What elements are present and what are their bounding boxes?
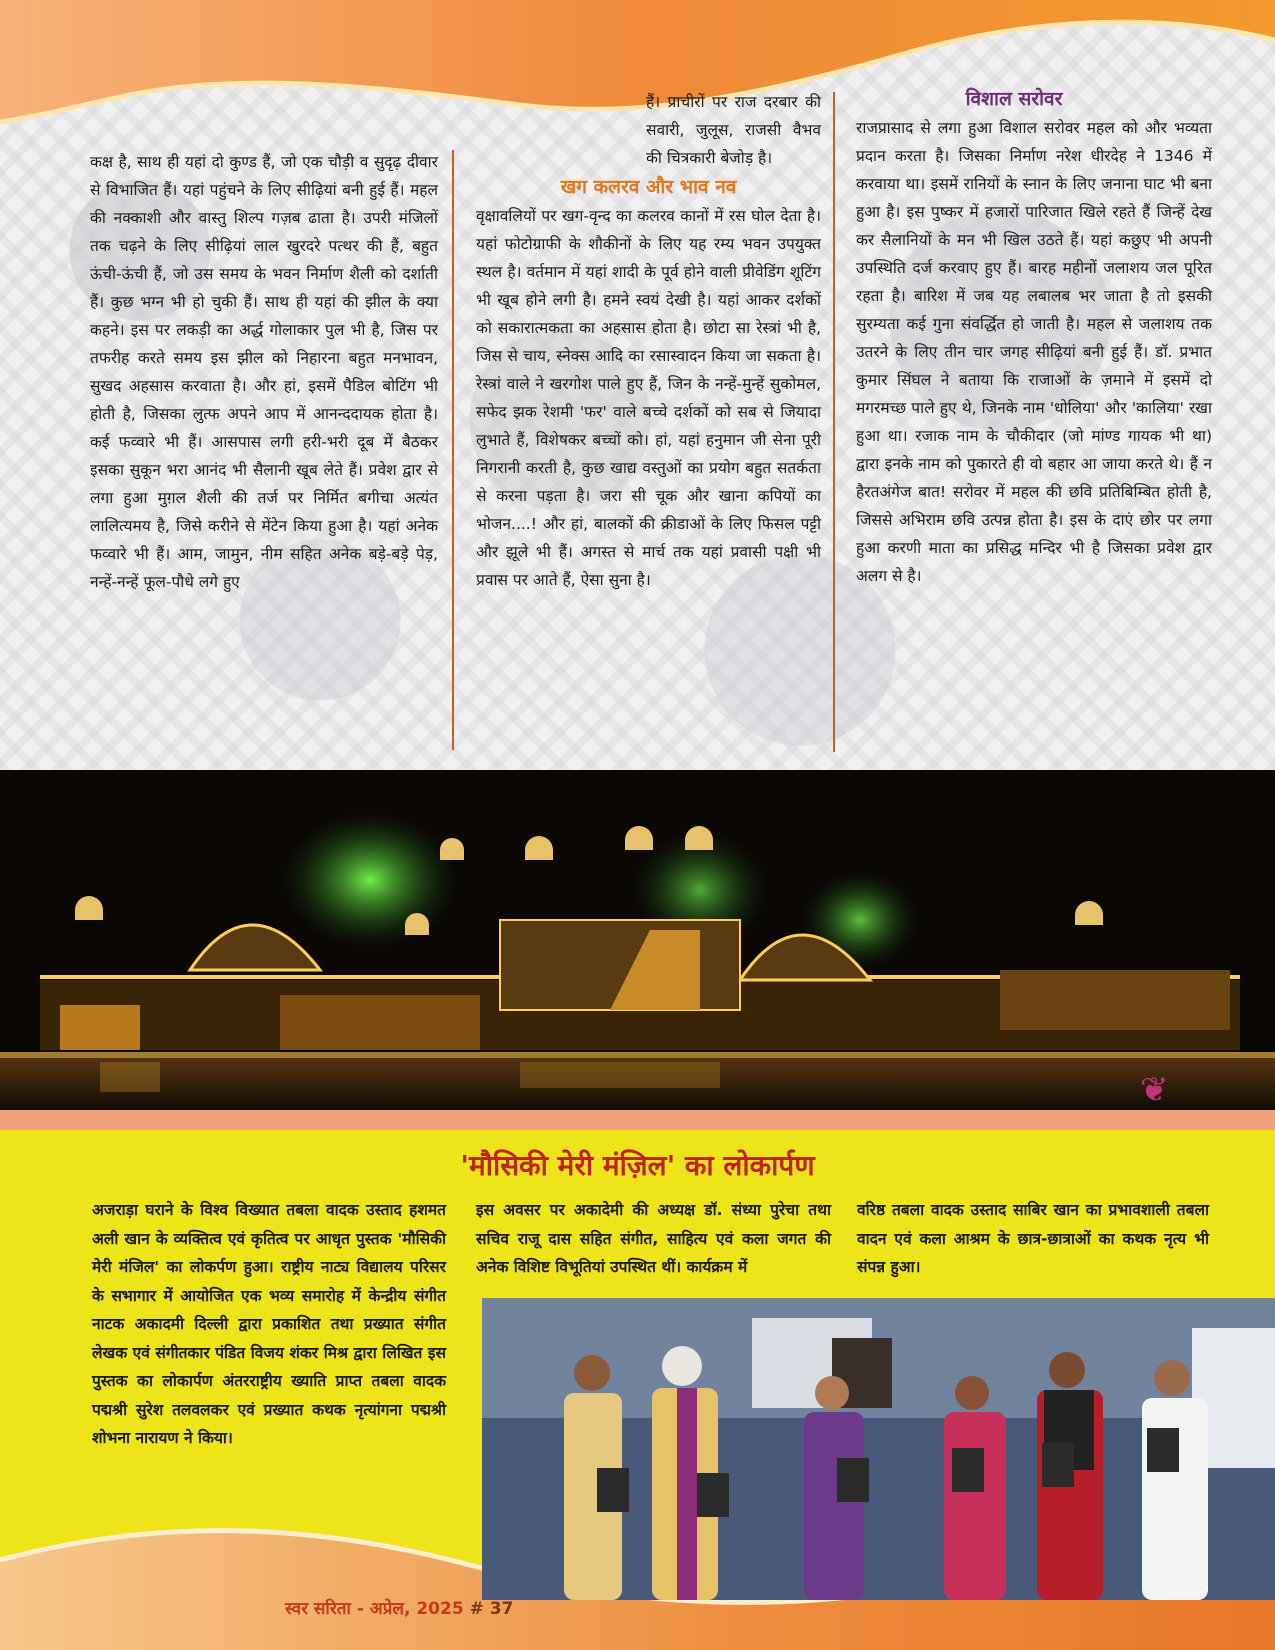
column-1-text: कक्ष है, साथ ही यहां दो कुण्ड हैं, जो एक चौड़ी व सुदृढ़ दीवार से विभाजित हैं। यहां पहुंचने के लिए सीढ़ियां बनी हुई हैं। महल की नक्काशी और वास्तु शिल्प गज़ब ढाता है। उपरी मंजिलों तक चढ़ने के लिए सीढ़ियां लाल खुरदरे पत्थर की हैं, बहुत ऊंची-ऊंची हैं, जो उस समय के भवन निर्माण शैली को दर्शाती हैं। कुछ भग्न भी हो चुकी हैं। साथ ही यहां की झील के क्या कहने। इस पर लकड़ी का अर्द्ध गोलाकार पुल भी है, जिस पर तफरीह करते समय इस झील को निहारना बहुत मनभावन, सुखद अहसास करवाता है। और हां, इसमें पैडिल बोटिंग भी होती है, जिसका लुत्फ अपने आप में आनन्ददायक होता है। कई फव्वारे भी हैं। आसपास लगी हरी-भरी दूब में बैठकर इसका सुकून भरा आनंद भी सैलानी खूब लेते हैं। प्रवेश द्वार से लगा हुआ मुग़ल शैली की तर्ज पर निर्मित बगीचा अत्यंत लालित्यमय है, जिसे करीने से मेंटेन किया हुआ है। यहां अनेक फव्वारे भी हैं। आम, जामुन, नीम सहित अनेक बड़े-बड़े पेड़, नन्हें-नन्हें फूल-पौधे लगे हुए bbox=[90, 153, 438, 591]
article-column-3 bbox=[856, 84, 1212, 590]
subheading-khag-kalrav: खग कलरव और भाव नव bbox=[560, 176, 737, 198]
section-divider bbox=[0, 1110, 1275, 1130]
book-launch-photo bbox=[482, 1298, 1275, 1600]
book-launch-illustration bbox=[482, 1298, 1275, 1600]
palace-illustration bbox=[0, 770, 1275, 1110]
news-column-3: वरिष्ठ तबला वादक उस्ताद साबिर खान का प्रभावशाली तबला वादन एवं कला आश्रम के छात्र-छात्राओं का कथक नृत्य भी संपन्न हुआ। bbox=[857, 1201, 1209, 1276]
page-number: # 37 bbox=[469, 1599, 514, 1619]
news-column-1: अजराड़ा घराने के विश्व विख्यात तबला वादक उस्ताद हशमत अली खान के व्यक्तित्व एवं कृतित्व पर आधृत पुस्तक 'मौसिकी मेरी मंजिल' का लोकर्पण हुआ। राष्ट्रीय नाट्य विद्यालय परिसर के सभागार में आयोजित एक भव्य समारोह में केन्द्रीय संगीत नाटक अकादमी दिल्ली द्वारा प्रकाशित तथा प्रख्यात संगीत लेखक एवं संगीतकार पंडित विजय शंकर मिश्र द्वारा लिखित इस पुस्तक का लोकार्पण अंतरराष्ट्रीय ख्याति प्राप्त तबला वादक पद्मश्री सुरेश तलवलकर एवं प्रख्यात कथक नृत्यांगना पद्मश्री शोभना नारायण ने किया। bbox=[92, 1201, 446, 1447]
column-2-intro: हैं। प्राचीरों पर राज दरबार की सवारी, जुलूस, राजसी वैभव की चित्रकारी बेजोड़ है। bbox=[646, 93, 821, 167]
news-title: 'मौसिकी मेरी मंज़िल' का लोकार्पण bbox=[460, 1149, 815, 1182]
column-rule-2 bbox=[833, 92, 835, 752]
column-2-text: वृक्षावलियों पर खग-वृन्द का कलरव कानों में रस घोल देता है। यहां फोटोग्राफी के शौकीनों के लिए यह रम्य भवन उपयुक्त स्थल है। वर्तमान में यहां शादी के पूर्व होने वाली प्रीवेडिंग शूटिंग भी खूब होने लगी है। हमने स्वयं देखी है। यहां आकर दर्शकों को सकारात्मकता का अहसास होता है। छोटा सा रेस्त्रां भी है, जिस से चाय, स्नेक्स आदि का रसास्वादन किया जा सकता है। रेस्त्रां वाले ने खरगोश पाले हुए हैं, जिन के नन्हें-मुन्हें सुकोमल, सफेद झक रेशमी 'फर' वाले बच्चे दर्शकों को सब से जियादा लुभाते हैं, विशेषकर बच्चों को। हां, यहां हनुमान जी सेना पूरी निगरानी करती है, कुछ खाद्य वस्तुओं का प्रयोग बहुत सतर्कता से करना पड़ता है। जरा सी चूक और खाना कपियों का भोजन....! और हां, बालकों की क्रीडाओं के लिए फिसल पट्टी और झूले भी हैं। अगस्त से मार्च तक यहां प्रवासी पक्षी भी प्रवास पर आते हैं, ऐसा सुना है। bbox=[476, 207, 821, 589]
article-column-1 bbox=[90, 148, 438, 596]
floral-ornament-icon: ❦ bbox=[1140, 1070, 1169, 1110]
column-3-text: राजप्रासाद से लगा हुआ विशाल सरोवर महल को और भव्यता प्रदान करता है। जिसका निर्माण नरेश धीरदेह ने 1346 में करवाया था। इसमें रानियों के स्नान के लिए जनाना घाट भी बना हुआ है। इस पुष्कर में हजारों पारिजात खिले रहते हैं जिन्हें देख कर सैलानियों के मन भी खिल उठते हैं। यहां कछुए भी अपनी उपस्थिति दर्ज करवाए हुए हैं। बारह महीनों जलाशय जल पूरित रहता है। बारिश में जब यह लबालब भर जाता है तो इसकी सुरम्यता कई गुना संवर्द्धित हो जाती है। महल से जलाशय तक उतरने के लिए तीन चार जगह सीढ़ियां बनी हुई हैं। डॉ. प्रभात कुमार सिंघल ने बताया कि राजाओं के ज़माने में इसमें दो मगरमच्छ पाले हुए थे, जिनके नाम 'धोलिया' और 'कालिया' रखा हुआ था। रजाक नाम के चौकीदार (जो मांण्ड गायक भी था) द्वारा इनके नाम को पुकारते ही वो बहार आ जाया करते थे। हैं न हैरतअंगेज बात! सरोवर में महल की छवि प्रतिबिम्बित होती है, जिससे अभिराम छवि उत्पन्न होता है। इस के दाएं छोर पर लगा हुआ करणी माता का प्रसिद्ध मन्दिर भी है जिसका प्रवेश द्वार अलग से है। bbox=[856, 119, 1212, 585]
palace-night-photo bbox=[0, 770, 1275, 1110]
footer-magazine-name: स्वर सरिता - अप्रेल, 2025 bbox=[285, 1599, 464, 1619]
news-column-2: इस अवसर पर अकादेमी की अध्यक्ष डॉ. संध्या पुरेचा तथा सचिव राजू दास सहित संगीत, साहित्य एवं कला जगत की अनेक विशिष्ट विभूतियां उपस्थित थीं। कार्यक्रम में bbox=[476, 1201, 831, 1276]
subheading-vishal-sarovar: विशाल सरोवर bbox=[965, 88, 1063, 110]
article-column-2 bbox=[476, 88, 821, 594]
page-footer bbox=[285, 1596, 513, 1619]
column-rule-1 bbox=[452, 150, 454, 750]
